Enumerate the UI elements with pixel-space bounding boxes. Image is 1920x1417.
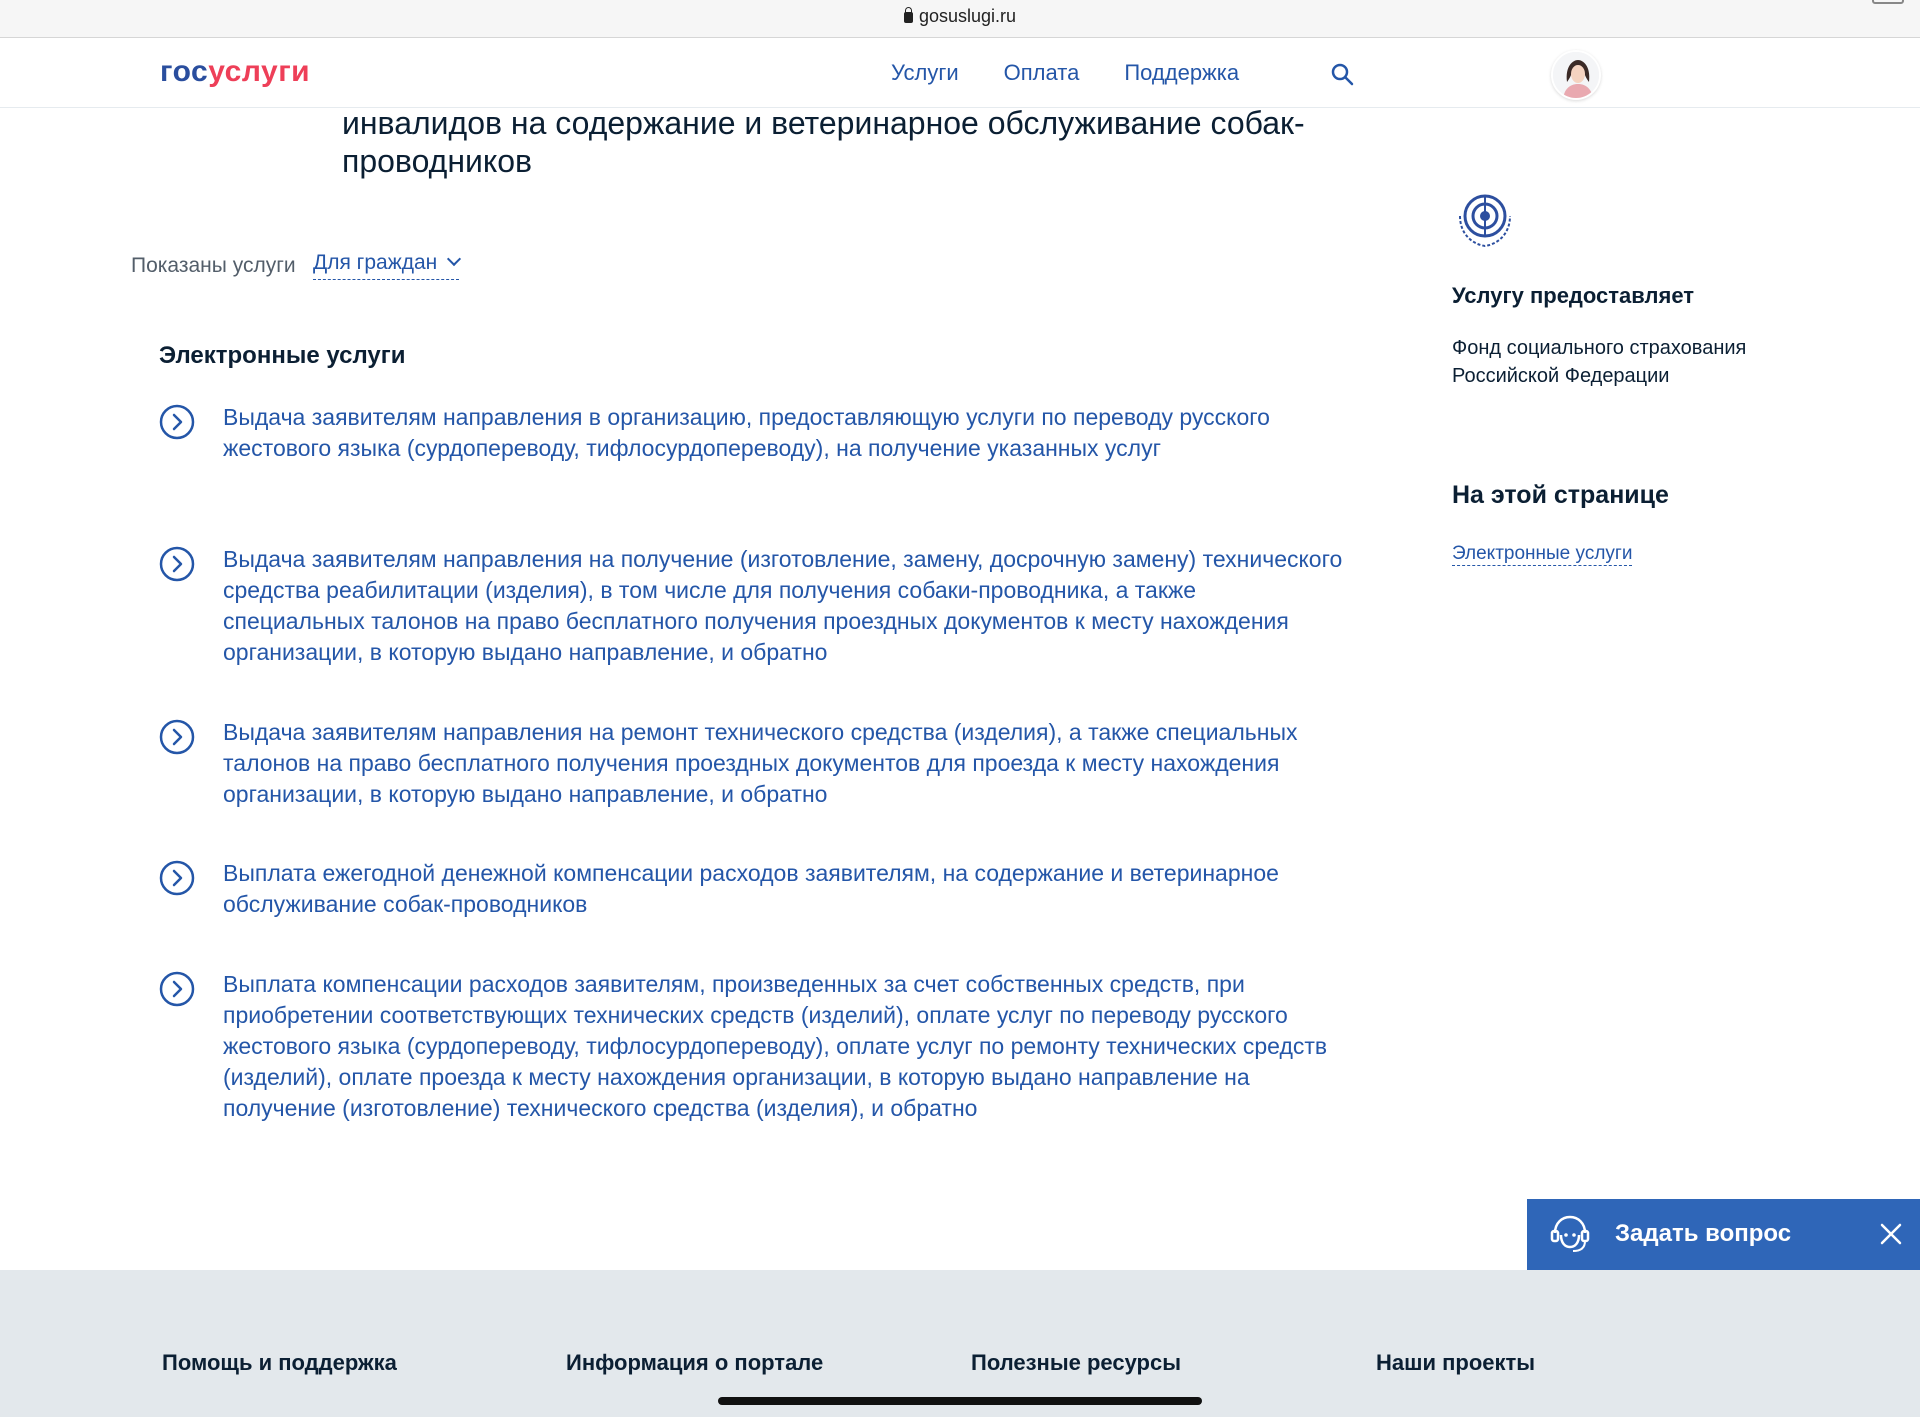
chevron-right-circle-icon [159, 404, 195, 440]
main-nav [891, 60, 1239, 86]
nav-item-support[interactable]: Поддержка [1124, 60, 1240, 85]
page-title-line-2: проводников [342, 143, 533, 179]
chevron-down-icon [447, 252, 461, 266]
search-icon[interactable] [1330, 62, 1354, 86]
audience-filter-dropdown[interactable] [313, 251, 459, 280]
chevron-right-circle-icon [159, 719, 195, 755]
logo-part-uslugi: услуги [208, 55, 311, 88]
fss-emblem-icon [1452, 186, 1518, 252]
page-title [342, 104, 1422, 180]
footer [0, 1270, 1920, 1417]
ask-question-widget[interactable] [1527, 1199, 1920, 1270]
home-indicator[interactable] [718, 1397, 1202, 1405]
footer-link-portal-info[interactable]: Информация о портале [566, 1350, 824, 1375]
avatar[interactable] [1551, 50, 1601, 100]
nav-item-payment[interactable]: Оплата [1003, 60, 1080, 85]
browser-bar [0, 0, 1920, 38]
filter-value: Для граждан [313, 251, 438, 274]
on-this-page-link-electronic-services[interactable]: Электронные услуги [1452, 543, 1633, 564]
url-text: gosuslugi.ru [918, 6, 1017, 26]
address-bar[interactable] [0, 6, 1920, 27]
service-link[interactable]: Выдача заявителям направления на ремонт технического средства (изделия), а также специальных талонов на право бесплатного получения проездных документов для проезда к месту нахождения организации, в которую выдано направление, и обратно [223, 719, 1298, 807]
logo-part-gos: гос [160, 55, 209, 88]
support-operator-icon [1547, 1211, 1593, 1257]
provider-name: Фонд социального страхования Российской Федерации [1452, 337, 1747, 387]
tabs-icon[interactable] [1872, 0, 1904, 4]
filter-label: Показаны услуги [131, 254, 296, 277]
service-link[interactable]: Выплата ежегодной денежной компенсации расходов заявителям, на содержание и ветеринарное обслуживание собак-проводников [223, 860, 1279, 917]
ask-question-label: Задать вопрос [1615, 1220, 1792, 1247]
gosuslugi-logo[interactable] [160, 55, 310, 89]
lock-icon [904, 12, 913, 23]
close-icon[interactable] [1879, 1222, 1903, 1246]
chevron-right-circle-icon [159, 860, 195, 896]
provider-title: Услугу предоставляет [1452, 283, 1695, 308]
footer-link-projects[interactable]: Наши проекты [1376, 1350, 1536, 1375]
section-title: Электронные услуги [159, 342, 406, 369]
service-link[interactable]: Выплата компенсации расходов заявителям, произведенных за счет собственных средств, при приобретении соответствующих технических средств (изделий), оплате услуг по переводу русского жестового языка (сурдопереводу, тифлосурдопереводу), оплате услуг по ремонту технических средств (изделий), оплате проезда к месту нахождения организации, в которую выдано направление на получение (изготовление) технического средства (изделия), и обратно [223, 971, 1328, 1121]
chevron-right-circle-icon [159, 971, 195, 1007]
footer-link-resources[interactable]: Полезные ресурсы [971, 1350, 1182, 1375]
chevron-right-circle-icon [159, 546, 195, 582]
service-link[interactable]: Выдача заявителям направления на получение (изготовление, замену, досрочную замену) технического средства реабилитации (изделия), в том числе для получения собаки-проводника, а также специальных талонов на право бесплатного получения проездных документов к месту нахождения организации, в которую выдано направление, и обратно [223, 546, 1343, 665]
service-link[interactable]: Выдача заявителям направления в организацию, предоставляющую услуги по переводу русского жестового языка (сурдопереводу, тифлосурдопереводу), на получение указанных услуг [223, 404, 1270, 461]
on-this-page-title: На этой странице [1452, 481, 1669, 509]
nav-item-services[interactable]: Услуги [891, 60, 959, 85]
browser-toolbar-fragment [18, 0, 178, 2]
avatar-icon [1553, 52, 1601, 100]
site-header [0, 38, 1920, 108]
page-title-line-1: инвалидов на содержание и ветеринарное обслуживание собак- [342, 105, 1305, 141]
footer-link-help[interactable]: Помощь и поддержка [162, 1350, 397, 1375]
